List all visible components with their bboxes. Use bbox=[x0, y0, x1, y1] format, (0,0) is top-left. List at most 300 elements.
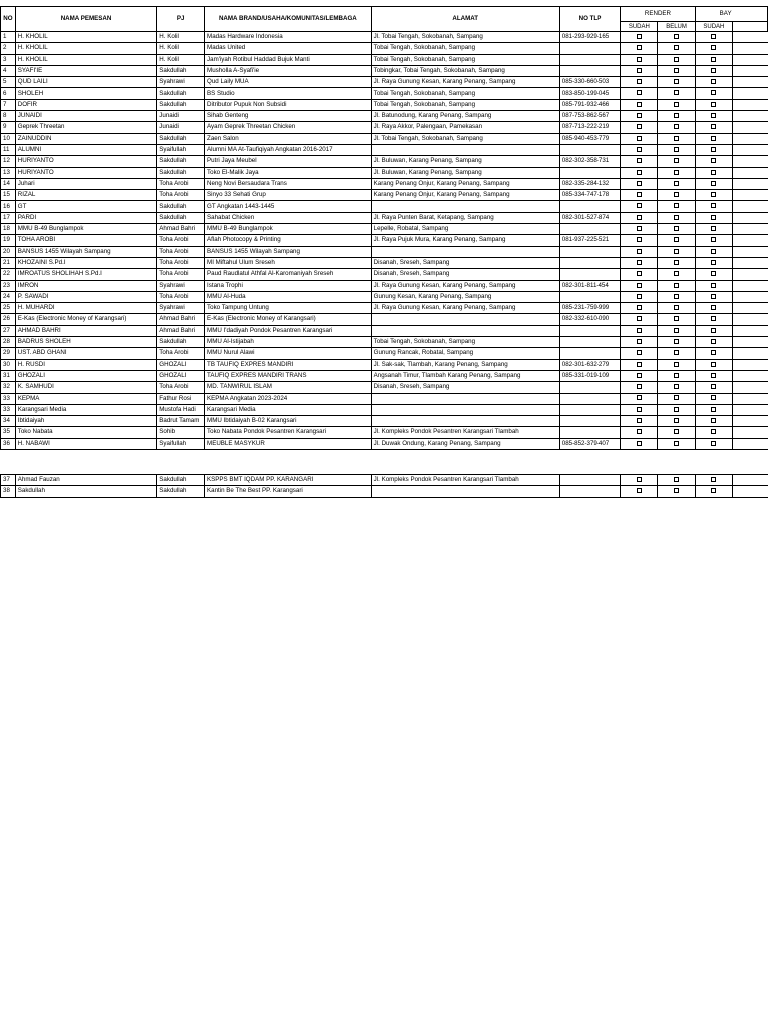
checkbox-render-belum[interactable] bbox=[674, 192, 679, 197]
checkbox-render-belum[interactable] bbox=[674, 237, 679, 242]
checkbox-render-sudah[interactable] bbox=[637, 45, 642, 50]
cell-no: 34 bbox=[1, 416, 16, 427]
cell-bayar-sudah bbox=[695, 314, 732, 325]
cell-alamat: Jl. Tobai Tengah, Sokobanah, Sampang bbox=[371, 133, 559, 144]
cell-render-belum bbox=[658, 156, 695, 167]
checkbox-render-sudah[interactable] bbox=[637, 192, 642, 197]
checkbox-render-belum[interactable] bbox=[674, 418, 679, 423]
cell-bayar-belum bbox=[733, 65, 768, 76]
cell-pj: Ahmad Bahri bbox=[157, 224, 205, 235]
checkbox-render-sudah[interactable] bbox=[637, 395, 642, 400]
checkbox-render-belum[interactable] bbox=[674, 249, 679, 254]
checkbox-render-belum[interactable] bbox=[674, 226, 679, 231]
checkbox-render-sudah[interactable] bbox=[637, 407, 642, 412]
cell-render-belum bbox=[658, 167, 695, 178]
checkbox-render-sudah[interactable] bbox=[637, 477, 642, 482]
checkbox-bayar-sudah[interactable] bbox=[711, 305, 716, 310]
cell-no-tlp: 082-302-358-731 bbox=[559, 156, 620, 167]
cell-no: 4 bbox=[1, 65, 16, 76]
cell-bayar-sudah bbox=[695, 303, 732, 314]
cell-alamat: Tobai Tengah, Sokobanah, Sampang bbox=[371, 43, 559, 54]
checkbox-render-belum[interactable] bbox=[674, 158, 679, 163]
checkbox-bayar-sudah[interactable] bbox=[711, 237, 716, 242]
checkbox-render-belum[interactable] bbox=[674, 170, 679, 175]
cell-bayar-belum bbox=[733, 212, 768, 223]
cell-brand: MI Miftahul Ulum Sreseh bbox=[205, 257, 372, 268]
checkbox-render-sudah[interactable] bbox=[637, 203, 642, 208]
checkbox-render-belum[interactable] bbox=[674, 339, 679, 344]
checkbox-render-sudah[interactable] bbox=[637, 34, 642, 39]
checkbox-render-sudah[interactable] bbox=[637, 429, 642, 434]
cell-pj: Toha Arobi bbox=[157, 291, 205, 302]
cell-nama-pemesan: QUD LAILI bbox=[15, 77, 157, 88]
cell-no-tlp: 085-940-453-779 bbox=[559, 133, 620, 144]
cell-nama-pemesan: IMRON bbox=[15, 280, 157, 291]
checkbox-render-belum[interactable] bbox=[674, 384, 679, 389]
checkbox-render-sudah[interactable] bbox=[637, 339, 642, 344]
cell-brand: Jam'iyah Rotibul Haddad Bujuk Manti bbox=[205, 54, 372, 65]
checkbox-bayar-sudah[interactable] bbox=[711, 395, 716, 400]
cell-no: 38 bbox=[1, 486, 16, 497]
checkbox-render-sudah[interactable] bbox=[637, 488, 642, 493]
cell-pj: Toha Arobi bbox=[157, 382, 205, 393]
cell-nama-pemesan: UST. ABD GHANI bbox=[15, 348, 157, 359]
checkbox-render-sudah[interactable] bbox=[637, 283, 642, 288]
checkbox-render-belum[interactable] bbox=[674, 260, 679, 265]
checkbox-bayar-sudah[interactable] bbox=[711, 147, 716, 152]
cell-bayar-belum bbox=[733, 122, 768, 133]
cell-pj: Mustofa Hadi bbox=[157, 404, 205, 415]
checkbox-bayar-sudah[interactable] bbox=[711, 45, 716, 50]
cell-bayar-sudah bbox=[695, 486, 732, 497]
checkbox-render-sudah[interactable] bbox=[637, 57, 642, 62]
checkbox-bayar-sudah[interactable] bbox=[711, 271, 716, 276]
cell-bayar-sudah bbox=[695, 144, 732, 155]
cell-render-belum bbox=[658, 438, 695, 449]
cell-bayar-sudah bbox=[695, 88, 732, 99]
cell-pj: Sakdullah bbox=[157, 99, 205, 110]
checkbox-render-sudah[interactable] bbox=[637, 441, 642, 446]
checkbox-render-belum[interactable] bbox=[674, 113, 679, 118]
cell-bayar-sudah bbox=[695, 156, 732, 167]
cell-nama-pemesan: H. MUHARDI bbox=[15, 303, 157, 314]
cell-brand: MEUBLE MASYKUR bbox=[205, 438, 372, 449]
table-row bbox=[1, 111, 768, 122]
checkbox-bayar-sudah[interactable] bbox=[711, 441, 716, 446]
cell-no-tlp: 087-753-862-567 bbox=[559, 111, 620, 122]
checkbox-render-sudah[interactable] bbox=[637, 68, 642, 73]
cell-alamat: Tobai Tengah, Sokobanah, Sampang bbox=[371, 88, 559, 99]
cell-bayar-sudah bbox=[695, 111, 732, 122]
cell-pj: Sohib bbox=[157, 427, 205, 438]
checkbox-render-sudah[interactable] bbox=[637, 237, 642, 242]
checkbox-render-belum[interactable] bbox=[674, 488, 679, 493]
checkbox-render-sudah[interactable] bbox=[637, 316, 642, 321]
checkbox-render-belum[interactable] bbox=[674, 79, 679, 84]
checkbox-bayar-sudah[interactable] bbox=[711, 57, 716, 62]
cell-no-tlp bbox=[559, 43, 620, 54]
checkbox-bayar-sudah[interactable] bbox=[711, 90, 716, 95]
cell-no: 24 bbox=[1, 291, 16, 302]
checkbox-render-sudah[interactable] bbox=[637, 373, 642, 378]
cell-alamat: Jl. Buluwan, Karang Penang, Sampang bbox=[371, 167, 559, 178]
checkbox-bayar-sudah[interactable] bbox=[711, 226, 716, 231]
checkbox-bayar-sudah[interactable] bbox=[711, 384, 716, 389]
checkbox-bayar-sudah[interactable] bbox=[711, 283, 716, 288]
checkbox-render-sudah[interactable] bbox=[637, 249, 642, 254]
cell-no: 16 bbox=[1, 201, 16, 212]
cell-pj: Sakdullah bbox=[157, 212, 205, 223]
checkbox-render-belum[interactable] bbox=[674, 34, 679, 39]
checkbox-render-sudah[interactable] bbox=[637, 350, 642, 355]
cell-bayar-sudah bbox=[695, 474, 732, 485]
checkbox-render-belum[interactable] bbox=[674, 395, 679, 400]
cell-bayar-sudah bbox=[695, 190, 732, 201]
cell-brand: Toko Nabata Pondok Pesantren Karangsari bbox=[205, 427, 372, 438]
checkbox-bayar-sudah[interactable] bbox=[711, 203, 716, 208]
cell-pj: H. Kolil bbox=[157, 32, 205, 43]
cell-render-belum bbox=[658, 359, 695, 370]
cell-pj: Junaidi bbox=[157, 122, 205, 133]
checkbox-render-belum[interactable] bbox=[674, 181, 679, 186]
table-row bbox=[1, 404, 768, 415]
cell-alamat: Disanah, Sreseh, Sampang bbox=[371, 257, 559, 268]
cell-render-sudah bbox=[621, 99, 658, 110]
cell-render-belum bbox=[658, 246, 695, 257]
cell-pj: Sakdullah bbox=[157, 201, 205, 212]
checkbox-render-sudah[interactable] bbox=[637, 102, 642, 107]
cell-pj: Syahrawi bbox=[157, 77, 205, 88]
cell-bayar-belum bbox=[733, 144, 768, 155]
cell-render-belum bbox=[658, 178, 695, 189]
cell-bayar-sudah bbox=[695, 43, 732, 54]
cell-brand: Toko Tampung Untung bbox=[205, 303, 372, 314]
cell-brand: Putri Jaya Meubel bbox=[205, 156, 372, 167]
checkbox-render-sudah[interactable] bbox=[637, 215, 642, 220]
cell-render-sudah bbox=[621, 438, 658, 449]
cell-pj: Toha Arobi bbox=[157, 235, 205, 246]
checkbox-bayar-sudah[interactable] bbox=[711, 249, 716, 254]
checkbox-bayar-sudah[interactable] bbox=[711, 328, 716, 333]
cell-alamat: Jl. Raya Pujuk Mura, Karang Penang, Sampang bbox=[371, 235, 559, 246]
cell-bayar-sudah bbox=[695, 348, 732, 359]
checkbox-render-sudah[interactable] bbox=[637, 260, 642, 265]
checkbox-render-belum[interactable] bbox=[674, 68, 679, 73]
checkbox-bayar-sudah[interactable] bbox=[711, 170, 716, 175]
cell-no-tlp bbox=[559, 325, 620, 336]
checkbox-render-belum[interactable] bbox=[674, 124, 679, 129]
cell-nama-pemesan: H. KHOLIL bbox=[15, 32, 157, 43]
cell-render-sudah bbox=[621, 325, 658, 336]
cell-bayar-belum bbox=[733, 382, 768, 393]
cell-brand: KEPMA Angkatan 2023-2024 bbox=[205, 393, 372, 404]
cell-bayar-sudah bbox=[695, 370, 732, 381]
checkbox-render-belum[interactable] bbox=[674, 45, 679, 50]
checkbox-render-belum[interactable] bbox=[674, 102, 679, 107]
cell-alamat bbox=[371, 144, 559, 155]
cell-bayar-sudah bbox=[695, 77, 732, 88]
cell-no: 25 bbox=[1, 303, 16, 314]
cell-bayar-belum bbox=[733, 303, 768, 314]
checkbox-bayar-sudah[interactable] bbox=[711, 102, 716, 107]
cell-bayar-belum bbox=[733, 32, 768, 43]
cell-bayar-sudah bbox=[695, 280, 732, 291]
cell-no: 35 bbox=[1, 427, 16, 438]
checkbox-bayar-sudah[interactable] bbox=[711, 34, 716, 39]
cell-no: 21 bbox=[1, 257, 16, 268]
checkbox-bayar-sudah[interactable] bbox=[711, 350, 716, 355]
checkbox-render-belum[interactable] bbox=[674, 305, 679, 310]
checkbox-bayar-sudah[interactable] bbox=[711, 158, 716, 163]
cell-render-sudah bbox=[621, 269, 658, 280]
cell-render-belum bbox=[658, 257, 695, 268]
cell-alamat: Gunung Rancak, Robatal, Sampang bbox=[371, 348, 559, 359]
cell-brand: Alumni MA At-Taufiqiyah Angkatan 2016-2017 bbox=[205, 144, 372, 155]
cell-render-belum bbox=[658, 32, 695, 43]
checkbox-bayar-sudah[interactable] bbox=[711, 215, 716, 220]
cell-bayar-sudah bbox=[695, 235, 732, 246]
cell-nama-pemesan: Toko Nabata bbox=[15, 427, 157, 438]
cell-no-tlp bbox=[559, 427, 620, 438]
cell-nama-pemesan: H. KHOLIL bbox=[15, 43, 157, 54]
checkbox-render-belum[interactable] bbox=[674, 215, 679, 220]
cell-pj: Syahrawi bbox=[157, 303, 205, 314]
cell-pj: Sakdullah bbox=[157, 88, 205, 99]
cell-no-tlp: 082-301-632-279 bbox=[559, 359, 620, 370]
cell-render-belum bbox=[658, 486, 695, 497]
table-row bbox=[1, 167, 768, 178]
cell-nama-pemesan: KHOZAINI S.Pd.I bbox=[15, 257, 157, 268]
checkbox-render-sudah[interactable] bbox=[637, 181, 642, 186]
cell-brand: MMU Ibtidaiyah B-02 Karangsari bbox=[205, 416, 372, 427]
cell-brand: Musholla A-Syafi'ie bbox=[205, 65, 372, 76]
cell-no: 11 bbox=[1, 144, 16, 155]
cell-bayar-sudah bbox=[695, 54, 732, 65]
checkbox-bayar-sudah[interactable] bbox=[711, 79, 716, 84]
cell-render-belum bbox=[658, 416, 695, 427]
checkbox-render-belum[interactable] bbox=[674, 441, 679, 446]
checkbox-render-sudah[interactable] bbox=[637, 294, 642, 299]
checkbox-render-belum[interactable] bbox=[674, 328, 679, 333]
checkbox-render-sudah[interactable] bbox=[637, 79, 642, 84]
checkbox-bayar-sudah[interactable] bbox=[711, 488, 716, 493]
cell-render-sudah bbox=[621, 88, 658, 99]
checkbox-bayar-sudah[interactable] bbox=[711, 316, 716, 321]
table-row bbox=[1, 416, 768, 427]
cell-pj: H. Kolil bbox=[157, 54, 205, 65]
table-row bbox=[1, 65, 768, 76]
header-no-tlp: NO TLP bbox=[559, 7, 620, 32]
cell-brand: TB TAUFIQ EXPRES MANDIRI bbox=[205, 359, 372, 370]
cell-nama-pemesan: H. RUSDI bbox=[15, 359, 157, 370]
checkbox-render-belum[interactable] bbox=[674, 57, 679, 62]
checkbox-render-belum[interactable] bbox=[674, 350, 679, 355]
cell-nama-pemesan: RIZAL bbox=[15, 190, 157, 201]
cell-bayar-belum bbox=[733, 111, 768, 122]
checkbox-render-belum[interactable] bbox=[674, 477, 679, 482]
cell-nama-pemesan: Juhari bbox=[15, 178, 157, 189]
cell-bayar-belum bbox=[733, 269, 768, 280]
cell-brand: BS Studio bbox=[205, 88, 372, 99]
checkbox-render-sudah[interactable] bbox=[637, 271, 642, 276]
checkbox-render-belum[interactable] bbox=[674, 203, 679, 208]
cell-alamat: Tobai Tengah, Sokobanah, Sampang bbox=[371, 54, 559, 65]
checkbox-render-belum[interactable] bbox=[674, 362, 679, 367]
checkbox-render-sudah[interactable] bbox=[637, 384, 642, 389]
header-bayar-sudah: SUDAH bbox=[695, 22, 732, 32]
checkbox-render-sudah[interactable] bbox=[637, 113, 642, 118]
cell-pj: Ahmad Bahri bbox=[157, 314, 205, 325]
cell-alamat: Angsanah Timur, Tlambah Karang Penang, Sampang bbox=[371, 370, 559, 381]
cell-alamat: Jl. Raya Akkor, Palengaan, Pamekasan bbox=[371, 122, 559, 133]
checkbox-render-sudah[interactable] bbox=[637, 328, 642, 333]
spacer-row bbox=[1, 449, 768, 474]
cell-bayar-belum bbox=[733, 43, 768, 54]
cell-bayar-belum bbox=[733, 190, 768, 201]
checkbox-render-belum[interactable] bbox=[674, 429, 679, 434]
cell-bayar-belum bbox=[733, 156, 768, 167]
checkbox-bayar-sudah[interactable] bbox=[711, 113, 716, 118]
table-row bbox=[1, 486, 768, 497]
cell-nama-pemesan: P. SAWADI bbox=[15, 291, 157, 302]
checkbox-bayar-sudah[interactable] bbox=[711, 68, 716, 73]
cell-pj: Toha Arobi bbox=[157, 190, 205, 201]
checkbox-render-sudah[interactable] bbox=[637, 226, 642, 231]
cell-no-tlp bbox=[559, 393, 620, 404]
cell-alamat: Jl. Kompleks Pondok Pesantren Karangsari Tlambah bbox=[371, 474, 559, 485]
checkbox-render-sudah[interactable] bbox=[637, 90, 642, 95]
checkbox-render-belum[interactable] bbox=[674, 90, 679, 95]
table-row bbox=[1, 427, 768, 438]
cell-render-sudah bbox=[621, 224, 658, 235]
checkbox-render-belum[interactable] bbox=[674, 283, 679, 288]
table-row bbox=[1, 43, 768, 54]
checkbox-render-belum[interactable] bbox=[674, 147, 679, 152]
cell-pj: Toha Arobi bbox=[157, 269, 205, 280]
checkbox-render-sudah[interactable] bbox=[637, 170, 642, 175]
cell-bayar-sudah bbox=[695, 427, 732, 438]
cell-no-tlp bbox=[559, 201, 620, 212]
cell-render-sudah bbox=[621, 474, 658, 485]
checkbox-render-sudah[interactable] bbox=[637, 124, 642, 129]
cell-bayar-belum bbox=[733, 291, 768, 302]
cell-brand: E-Kas (Electronic Money of Karangsari) bbox=[205, 314, 372, 325]
checkbox-bayar-sudah[interactable] bbox=[711, 192, 716, 197]
header-alamat: ALAMAT bbox=[371, 7, 559, 32]
checkbox-bayar-sudah[interactable] bbox=[711, 477, 716, 482]
checkbox-render-belum[interactable] bbox=[674, 294, 679, 299]
cell-bayar-sudah bbox=[695, 167, 732, 178]
checkbox-render-sudah[interactable] bbox=[637, 362, 642, 367]
cell-pj: Sakdullah bbox=[157, 156, 205, 167]
checkbox-render-sudah[interactable] bbox=[637, 147, 642, 152]
cell-no-tlp: 082-335-284-132 bbox=[559, 178, 620, 189]
cell-nama-pemesan: TOHA AROBI bbox=[15, 235, 157, 246]
table-row bbox=[1, 314, 768, 325]
checkbox-bayar-sudah[interactable] bbox=[711, 418, 716, 423]
cell-no: 30 bbox=[1, 359, 16, 370]
cell-render-belum bbox=[658, 133, 695, 144]
checkbox-render-sudah[interactable] bbox=[637, 305, 642, 310]
cell-brand: Neng Novi Bersaudara Trans bbox=[205, 178, 372, 189]
cell-bayar-belum bbox=[733, 427, 768, 438]
checkbox-bayar-sudah[interactable] bbox=[711, 136, 716, 141]
checkbox-bayar-sudah[interactable] bbox=[711, 294, 716, 299]
checkbox-bayar-sudah[interactable] bbox=[711, 362, 716, 367]
table-row bbox=[1, 122, 768, 133]
cell-render-belum bbox=[658, 190, 695, 201]
checkbox-render-belum[interactable] bbox=[674, 271, 679, 276]
cell-bayar-sudah bbox=[695, 269, 732, 280]
cell-render-belum bbox=[658, 269, 695, 280]
cell-no: 2 bbox=[1, 43, 16, 54]
cell-render-sudah bbox=[621, 404, 658, 415]
cell-render-sudah bbox=[621, 190, 658, 201]
cell-brand: MMU B-49 Bunglampok bbox=[205, 224, 372, 235]
cell-render-belum bbox=[658, 235, 695, 246]
checkbox-render-belum[interactable] bbox=[674, 136, 679, 141]
cell-bayar-sudah bbox=[695, 359, 732, 370]
cell-render-belum bbox=[658, 393, 695, 404]
cell-no-tlp bbox=[559, 416, 620, 427]
cell-no: 18 bbox=[1, 224, 16, 235]
cell-bayar-sudah bbox=[695, 291, 732, 302]
cell-render-sudah bbox=[621, 54, 658, 65]
checkbox-render-belum[interactable] bbox=[674, 316, 679, 321]
checkbox-bayar-sudah[interactable] bbox=[711, 181, 716, 186]
checkbox-render-sudah[interactable] bbox=[637, 158, 642, 163]
checkbox-bayar-sudah[interactable] bbox=[711, 407, 716, 412]
checkbox-render-sudah[interactable] bbox=[637, 136, 642, 141]
cell-render-belum bbox=[658, 474, 695, 485]
cell-render-sudah bbox=[621, 416, 658, 427]
checkbox-render-belum[interactable] bbox=[674, 407, 679, 412]
cell-brand: Ditributor Pupuk Non Subsidi bbox=[205, 99, 372, 110]
cell-bayar-sudah bbox=[695, 201, 732, 212]
header-bayar: BAY bbox=[695, 7, 767, 22]
cell-nama-pemesan: ZAINUDDIN bbox=[15, 133, 157, 144]
cell-brand: Ayam Geprek Threetan Chicken bbox=[205, 122, 372, 133]
table-row bbox=[1, 99, 768, 110]
checkbox-bayar-sudah[interactable] bbox=[711, 339, 716, 344]
cell-no-tlp bbox=[559, 257, 620, 268]
cell-bayar-belum bbox=[733, 201, 768, 212]
checkbox-bayar-sudah[interactable] bbox=[711, 429, 716, 434]
checkbox-render-belum[interactable] bbox=[674, 373, 679, 378]
checkbox-bayar-sudah[interactable] bbox=[711, 260, 716, 265]
cell-bayar-sudah bbox=[695, 65, 732, 76]
cell-no: 33 bbox=[1, 404, 16, 415]
cell-render-belum bbox=[658, 370, 695, 381]
cell-bayar-sudah bbox=[695, 393, 732, 404]
cell-render-sudah bbox=[621, 303, 658, 314]
cell-render-belum bbox=[658, 314, 695, 325]
cell-bayar-belum bbox=[733, 133, 768, 144]
table-row bbox=[1, 156, 768, 167]
cell-nama-pemesan: BADRUS SHOLEH bbox=[15, 337, 157, 348]
table-row bbox=[1, 393, 768, 404]
cell-render-sudah bbox=[621, 111, 658, 122]
checkbox-bayar-sudah[interactable] bbox=[711, 373, 716, 378]
cell-alamat bbox=[371, 314, 559, 325]
checkbox-render-sudah[interactable] bbox=[637, 418, 642, 423]
cell-nama-pemesan: GT bbox=[15, 201, 157, 212]
cell-nama-pemesan: Geprek Threetan bbox=[15, 122, 157, 133]
cell-no: 33 bbox=[1, 393, 16, 404]
checkbox-bayar-sudah[interactable] bbox=[711, 124, 716, 129]
header-render-sudah: SUDAH bbox=[621, 22, 658, 32]
cell-nama-pemesan: H. KHOLIL bbox=[15, 54, 157, 65]
